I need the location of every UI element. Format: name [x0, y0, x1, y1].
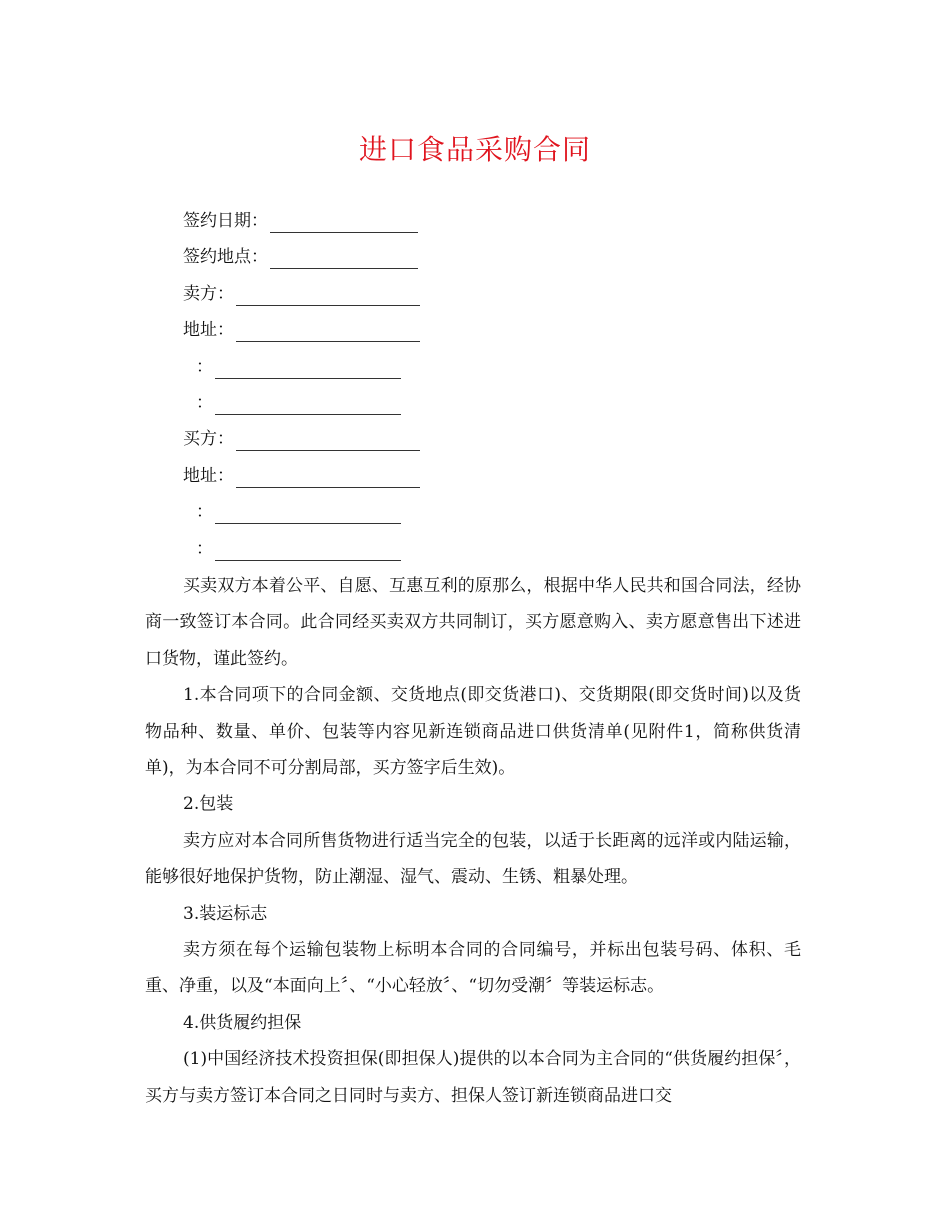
- seller-extra-label-1: ：: [196, 357, 213, 377]
- sign-place-field: [183, 245, 418, 269]
- seller-extra-blank-1: [215, 362, 401, 379]
- clause-4-heading: 4.供货履约担保: [183, 1012, 302, 1033]
- clause-1-paragraph: 1.本合同项下的合同金额、交货地点(即交货港口)、交货期限(即交货时间)以及货物品种、数量、单价、包装等内容见新连锁商品进口供货清单(见附件1，简称供货清单)，为本合同不可分割局部，买方签字后生效)。: [145, 685, 801, 779]
- buyer-extra-blank-2: [215, 544, 401, 561]
- seller-label: 卖方：: [183, 284, 234, 304]
- sign-place-blank: [270, 252, 418, 269]
- document-title: 进口食品采购合同: [358, 133, 591, 166]
- seller-address-field: [183, 318, 420, 342]
- sign-date-field: [183, 209, 418, 233]
- buyer-address-blank: [236, 471, 420, 488]
- seller-extra-field-2: [196, 391, 401, 415]
- intro-paragraph: 买卖双方本着公平、自愿、互惠互利的原那么，根据中华人民共和国合同法，经协商一致签订本合同。此合同经买卖双方共同制订，买方愿意购入、卖方愿意售出下述进口货物，谨此签约。: [145, 576, 801, 669]
- buyer-extra-field-1: [196, 500, 401, 524]
- clause-4-paragraph: (1)中国经济技术投资担保(即担保人)提供的以本合同为主合同的“供货履约担保〞，买方与卖方签订本合同之日同时与卖方、担保人签订新连锁商品进口交: [145, 1049, 801, 1106]
- buyer-address-label: 地址：: [183, 466, 234, 486]
- buyer-label: 买方：: [183, 429, 234, 449]
- buyer-address-field: [183, 464, 420, 488]
- seller-address-blank: [236, 325, 420, 342]
- clause-2-paragraph: 卖方应对本合同所售货物进行适当完全的包装，以适于长距离的远洋或内陆运输，能够很好地保护货物，防止潮湿、湿气、震动、生锈、粗暴处理。: [145, 830, 801, 888]
- seller-extra-blank-2: [215, 398, 401, 415]
- buyer-extra-field-2: [196, 537, 401, 561]
- seller-blank: [236, 289, 420, 306]
- buyer-extra-label-1: ：: [196, 502, 213, 522]
- buyer-blank: [236, 434, 420, 451]
- clause-3-heading: 3.装运标志: [183, 903, 268, 924]
- clause-3-paragraph: 卖方须在每个运输包装物上标明本合同的合同编号，并标出包装号码、体积、毛重、净重，以及“本面向上〞、“小心轻放〞、“切勿受潮〞等装运标志。: [145, 940, 801, 997]
- buyer-extra-label-2: ：: [196, 539, 213, 559]
- seller-extra-field-1: [196, 355, 401, 379]
- sign-date-blank: [270, 216, 418, 233]
- buyer-extra-blank-1: [215, 507, 401, 524]
- seller-address-label: 地址：: [183, 320, 234, 340]
- seller-field: [183, 282, 420, 306]
- clause-2-heading: 2.包装: [183, 794, 234, 815]
- buyer-field: [183, 427, 420, 451]
- sign-place-label: 签约地点：: [183, 247, 268, 267]
- contract-body: [145, 568, 801, 1114]
- sign-date-label: 签约日期：: [183, 211, 268, 231]
- seller-extra-label-2: ：: [196, 393, 213, 413]
